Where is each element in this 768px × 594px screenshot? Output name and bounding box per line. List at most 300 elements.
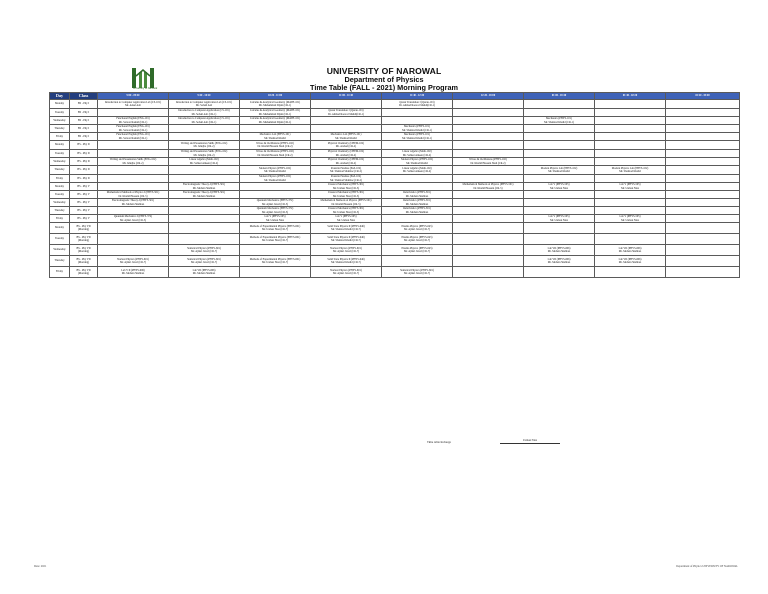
- table-row: [50, 267, 740, 278]
- instructor-name: Mr. Arshad (CR-2): [335, 153, 357, 157]
- instructor-name: Mr. Sabkat Ameen (CR-2): [402, 170, 432, 173]
- course-name: Statistical Physics (PHYS-601): [187, 246, 221, 250]
- slot-cell: [169, 109, 240, 117]
- slot-cell: [98, 215, 169, 223]
- instructor-name: Dr. Khalid Hussain Shah (CR-2): [257, 145, 293, 148]
- day-cell: Thursday: [50, 207, 70, 215]
- course-name: Relativistics (PHYS-501): [403, 191, 431, 194]
- slot-cell: [524, 175, 595, 183]
- timetable-body: [50, 100, 740, 278]
- slot-cell: [98, 223, 169, 234]
- instructor-name: Mr. Usman Niaz (CR-7): [261, 261, 289, 264]
- slot-cell: [240, 158, 311, 166]
- course-name: Electromagnetic Theory-I (PHYS-501): [182, 183, 226, 186]
- slot-cell: [98, 191, 169, 199]
- class-cell: [70, 117, 98, 125]
- table-row: [50, 199, 740, 207]
- slot-cell: [311, 191, 382, 199]
- course-name: Statistical Physics (PHYS-601): [187, 257, 221, 261]
- slot-cell: [453, 117, 524, 125]
- instructor-name: Mr. Mohsin Shahbaz: [618, 261, 642, 264]
- slot-cell: [311, 175, 382, 183]
- course-name: Plasma Physics (PHYS-645): [401, 246, 433, 250]
- table-row: [50, 223, 740, 234]
- instructor-name: Mr. Shahzad Khalid: [619, 170, 641, 173]
- class-label: BS - Phy V: [77, 184, 90, 188]
- course-name: Functional English (ENG-101): [116, 117, 150, 120]
- slot-cell: [595, 100, 666, 109]
- slot-cell: [98, 150, 169, 158]
- slot-cell: [240, 215, 311, 223]
- class-label: BS - Phy I: [77, 118, 90, 122]
- instructor-name: Mr. Usman Niaz: [550, 218, 568, 222]
- course-name: Lab VII (PHYS-606): [618, 257, 642, 261]
- course-name: Solid State Physics II (PHYS-646): [327, 257, 365, 261]
- slot-cell: [98, 199, 169, 207]
- course-name: Potential Studies (PAS-102): [330, 175, 362, 178]
- slot-cell: [169, 183, 240, 191]
- instructor-name: Mr. Shahzad Khalid (CR-1): [402, 128, 432, 132]
- class-label: BS - Phy II: [77, 143, 90, 147]
- instructor-name: Mr. Mohsin Shahbaz: [547, 250, 571, 253]
- course-name: Quran Translation I (Quran-101): [328, 109, 364, 112]
- course-name: Solid State Physics II (PHYS-646): [327, 235, 365, 239]
- course-name: Calculus & Analytical Geometry (MATH-101): [249, 109, 301, 112]
- slot-cell: [666, 191, 740, 199]
- slot-header: 01:40 - 02:20: [595, 93, 666, 100]
- slot-cell: [311, 141, 382, 150]
- slot-header: 01:00 - 01:40: [524, 93, 595, 100]
- table-row: [50, 117, 740, 125]
- slot-cell: [666, 183, 740, 191]
- class-cell: [70, 166, 98, 175]
- instructor-name: Mr. Shahzad Khalid: [264, 136, 286, 140]
- instructor-name: Mr. Ajmal Javed (CR-7): [119, 261, 147, 264]
- course-name: Lab V II (PHYS-606): [121, 268, 145, 272]
- slot-cell: [595, 199, 666, 207]
- instructor-name: Mr. Usman Niaz (CR-7): [261, 239, 289, 242]
- day-cell: Monday: [50, 223, 70, 234]
- instructor-name: Mr. Shahzad Khalid (CR-7): [331, 261, 361, 264]
- slot-cell: [169, 125, 240, 133]
- slot-cell: [595, 267, 666, 278]
- slot-cell: [98, 158, 169, 166]
- course-name: Quantum Mechanics I (PHYS-372): [113, 215, 153, 218]
- slot-cell: [595, 245, 666, 256]
- table-row: [50, 191, 740, 199]
- instructor-name: Mr. Shahzad Khalid: [264, 178, 286, 182]
- slot-cell: [666, 150, 740, 158]
- table-row: [50, 234, 740, 245]
- class-cell: [70, 191, 98, 199]
- table-row: [50, 109, 740, 117]
- instructor-name: Mr. Mohsin Shahbaz: [405, 210, 429, 214]
- slot-cell: [453, 166, 524, 175]
- slot-header: 11:00 - 11:40: [311, 93, 382, 100]
- course-name: Lab V (PHYS-505): [548, 215, 570, 218]
- instructor-name: Dr. Khalid Hussain Shah (CR-2): [257, 153, 293, 157]
- slot-cell: [311, 166, 382, 175]
- slot-cell: [382, 256, 453, 267]
- course-name: Writing and Presentation Skills (ENG-102): [180, 150, 228, 153]
- class-label: BS - Phy II: [77, 159, 90, 163]
- day-cell: Wednesday: [50, 158, 70, 166]
- course-name: Linear Algebra (Math-102): [189, 158, 219, 161]
- day-cell: Monday: [50, 100, 70, 109]
- class-label: BS - Phy VII: [76, 268, 91, 272]
- instructor-name: Mr. Adeel Aslt: [125, 104, 141, 107]
- slot-cell: [311, 117, 382, 125]
- day-column-header: Day: [50, 93, 70, 100]
- course-name: Classical Mechanics (PHYS-301): [327, 207, 365, 210]
- instructor-name: Dr. Ahmad Raza ul Mehdi(CR-1): [328, 112, 364, 116]
- table-row: [50, 150, 740, 158]
- slot-cell: [311, 207, 382, 215]
- slot-cell: [169, 175, 240, 183]
- footer-right: Department of Physics UNIVERSITY OF NAROWAL: [676, 565, 738, 568]
- class-cell: [70, 234, 98, 245]
- class-cell: [70, 267, 98, 278]
- course-name: Writing and Presentation Skills (ENG-102): [109, 158, 157, 161]
- slot-cell: [240, 117, 311, 125]
- slot-cell: [666, 267, 740, 278]
- slot-header: 9:00 - 09:40: [98, 93, 169, 100]
- day-cell: Friday: [50, 175, 70, 183]
- class-label: (Morning): [77, 228, 90, 231]
- course-name: Potential Studies (PAS-102): [330, 166, 362, 170]
- slot-cell: [453, 100, 524, 109]
- course-name: Physical Chemistry (CHEM-102): [327, 150, 365, 153]
- instructor-name: Mr. Mohsin Shahbaz: [405, 194, 429, 198]
- table-row: [50, 245, 740, 256]
- slot-cell: [524, 245, 595, 256]
- instructor-name: Mr. Mohsin Shahbaz: [192, 272, 216, 275]
- slot-header: 12:20 - 01:00: [453, 93, 524, 100]
- table-row: [50, 175, 740, 183]
- slot-cell: [524, 117, 595, 125]
- instructor-name: Mr. Sohail Aslt (CR-1): [191, 112, 217, 116]
- instructor-name: Mr. Ajmal Javed (CR-7): [332, 272, 360, 275]
- slot-cell: [666, 223, 740, 234]
- instructor-name: Mr. Usman Niaz: [337, 218, 355, 222]
- slot-cell: [311, 158, 382, 166]
- course-name: Modern Physics (PHYS-102): [259, 166, 291, 170]
- class-label: BS - Phy I: [77, 102, 90, 106]
- class-label: (Morning): [77, 261, 90, 264]
- slot-cell: [169, 117, 240, 125]
- slot-cell: [382, 109, 453, 117]
- slot-cell: [311, 234, 382, 245]
- class-cell: [70, 175, 98, 183]
- class-label: (Morning): [77, 272, 90, 275]
- course-name: Relativistics (PHYS-501): [403, 207, 431, 210]
- course-name: Mathematical Methods of Physics I (PHYS-501): [106, 191, 160, 194]
- instructor-name: Mr. Usman Niaz (CR-7): [261, 228, 289, 231]
- course-name: Waves & Oscillations (PHYS-102): [469, 158, 507, 161]
- instructor-name: Mr. Ajmal Javed (CR-7): [403, 272, 431, 275]
- day-cell: Tuesday: [50, 109, 70, 117]
- course-name: Modern Physics (PHYS-102): [401, 158, 433, 161]
- slot-cell: [240, 191, 311, 199]
- slot-cell: [524, 256, 595, 267]
- slot-cell: [666, 100, 740, 109]
- slot-cell: [666, 109, 740, 117]
- slot-cell: [453, 125, 524, 133]
- instructor-name: Mr. Shahzad Shahbaz (CR-2): [330, 170, 362, 173]
- class-cell: [70, 141, 98, 150]
- day-cell: Tuesday: [50, 191, 70, 199]
- course-name: Nuclear Physics (PHYS-601): [330, 268, 362, 272]
- day-cell: Monday: [50, 183, 70, 191]
- class-label: (Morning): [77, 239, 90, 242]
- instructor-name: Mr. Arshad (CR-2): [335, 145, 357, 148]
- slot-cell: [311, 267, 382, 278]
- slot-cell: [240, 234, 311, 245]
- slot-cell: [98, 125, 169, 133]
- slot-cell: [666, 141, 740, 150]
- slot-cell: [382, 191, 453, 199]
- instructor-name: Mr. Ajmal Javed (CR-7): [190, 261, 218, 264]
- class-cell: [70, 223, 98, 234]
- instructor-name: Mr. Usman Niaz: [621, 218, 639, 222]
- course-name: Quran Translation I (Quran-101): [399, 100, 435, 104]
- day-cell: Monday: [50, 141, 70, 150]
- slot-cell: [666, 207, 740, 215]
- slot-cell: [382, 125, 453, 133]
- course-name: Classical Mechanics (PHYS-301): [327, 191, 365, 194]
- instructor-name: Mr. Ajmal Javed (CR-5): [261, 210, 289, 214]
- course-name: Classical Mechanics (PHYS-301): [327, 183, 365, 186]
- day-cell: Thursday: [50, 166, 70, 175]
- class-label: BS - Phy II: [77, 151, 90, 155]
- table-row: [50, 100, 740, 109]
- course-name: Mathematical Methods of Physics (PHYS-501): [320, 199, 372, 202]
- slot-cell: [453, 183, 524, 191]
- slot-cell: [311, 215, 382, 223]
- instructor-name: Mr. Shahzad Khalid: [264, 170, 286, 173]
- signature-label: Time table Incharge: [427, 440, 451, 444]
- slot-cell: [595, 175, 666, 183]
- slot-cell: [666, 215, 740, 223]
- slot-cell: [240, 183, 311, 191]
- instructor-name: Mr. Usman Niaz: [621, 186, 639, 190]
- slot-cell: [382, 199, 453, 207]
- slot-header: 9:40 - 10:20: [169, 93, 240, 100]
- slot-cell: [453, 158, 524, 166]
- slot-cell: [524, 158, 595, 166]
- slot-cell: [240, 223, 311, 234]
- class-label: (Morning): [77, 250, 90, 253]
- day-cell: Friday: [50, 267, 70, 278]
- instructor-name: Mr. Sohail Aslt: [195, 104, 213, 107]
- slot-cell: [524, 133, 595, 141]
- footer-left: Date: 2021: [34, 565, 47, 568]
- class-label: BS - Phy II: [77, 168, 90, 172]
- course-name: Waves & Oscillations (PHYS-102): [256, 150, 294, 153]
- slot-cell: [595, 117, 666, 125]
- slot-cell: [524, 207, 595, 215]
- slot-cell: [666, 175, 740, 183]
- slot-header: 10:20 - 11:00: [240, 93, 311, 100]
- course-name: Lab V (PHYS-505): [619, 215, 641, 218]
- slot-cell: [524, 100, 595, 109]
- instructor-name: Mr. Sohail Aslt (CR-1): [191, 120, 217, 124]
- slot-cell: [382, 133, 453, 141]
- slot-cell: [240, 166, 311, 175]
- course-name: Lab VII (PHYS-606): [192, 268, 216, 272]
- instructor-name: Mr. Ajmal Javed (CR-7): [332, 250, 360, 253]
- class-label: BS - Phy VII: [76, 257, 91, 261]
- course-name: Linear Algebra (Math-102): [402, 166, 432, 170]
- slot-cell: [524, 150, 595, 158]
- slot-cell: [98, 109, 169, 117]
- slot-cell: [453, 199, 524, 207]
- course-name: Introduction to Computer Application Lab (CS-101): [175, 100, 233, 104]
- course-name: Nuclear Physics (PHYS-601): [117, 257, 149, 261]
- slot-cell: [98, 207, 169, 215]
- logo-caption: University of Narowal: [132, 87, 158, 90]
- course-name: Electromagnetic Theory-I (PHYS-501): [182, 191, 226, 194]
- slot-cell: [382, 175, 453, 183]
- slot-cell: [453, 245, 524, 256]
- slot-cell: [524, 166, 595, 175]
- slot-cell: [169, 150, 240, 158]
- table-row: [50, 207, 740, 215]
- instructor-name: Mr. Jahnjbe (CR-2): [193, 153, 215, 157]
- slot-cell: [453, 133, 524, 141]
- course-name: Mechanics (PHYS-101): [546, 117, 572, 120]
- timetable-title: Time Table (FALL - 2021) Morning Program: [310, 83, 458, 92]
- class-cell: [70, 133, 98, 141]
- timetable-header-row: [50, 93, 740, 100]
- slot-cell: [311, 223, 382, 234]
- slot-cell: [98, 141, 169, 150]
- slot-cell: [453, 234, 524, 245]
- slot-cell: [169, 256, 240, 267]
- slot-cell: [240, 150, 311, 158]
- instructor-name: Mr. Shahzad Khalid: [406, 161, 428, 165]
- slot-cell: [666, 158, 740, 166]
- slot-cell: [595, 183, 666, 191]
- slot-cell: [240, 199, 311, 207]
- slot-cell: [382, 207, 453, 215]
- slot-cell: [595, 207, 666, 215]
- slot-cell: [453, 175, 524, 183]
- course-name: Mechanics (PHYS-101): [404, 133, 430, 136]
- slot-cell: [240, 267, 311, 278]
- course-name: Methods of Experimental Physics (PHYS-601): [249, 257, 301, 261]
- instructor-name: Mr. Shahzad Khalid (CR-7): [331, 228, 361, 231]
- slot-cell: [524, 109, 595, 117]
- day-cell: Thursday: [50, 125, 70, 133]
- slot-cell: [240, 109, 311, 117]
- class-label: BS - Phy VII: [76, 224, 91, 228]
- slot-cell: [169, 191, 240, 199]
- instructor-name: Mr. Usman Niaz: [550, 186, 568, 190]
- instructor-name: Mr. Shahzad Khalid: [548, 170, 570, 173]
- instructor-name: Mr. Shahzad Khalid (CR-1): [402, 136, 432, 140]
- slot-cell: [595, 141, 666, 150]
- slot-cell: [666, 234, 740, 245]
- slot-cell: [311, 133, 382, 141]
- slot-cell: [595, 223, 666, 234]
- day-cell: Thursday: [50, 256, 70, 267]
- slot-cell: [453, 267, 524, 278]
- slot-cell: [453, 109, 524, 117]
- instructor-name: Dr. Khalid Hussain (CR-5): [473, 186, 503, 190]
- instructor-name: Mr. Jahnjbe (CR-2): [122, 161, 144, 165]
- course-name: Lab V (PHYS-505): [264, 215, 286, 218]
- slot-cell: [240, 256, 311, 267]
- table-row: [50, 256, 740, 267]
- course-name: Lab VII (PHYS-606): [547, 257, 571, 261]
- slot-cell: [595, 256, 666, 267]
- slot-cell: [666, 125, 740, 133]
- class-cell: [70, 199, 98, 207]
- instructor-name: Mr. Arshad (CR-2): [335, 161, 357, 165]
- slot-cell: [98, 175, 169, 183]
- class-cell: [70, 100, 98, 109]
- slot-cell: [453, 141, 524, 150]
- class-cell: [70, 215, 98, 223]
- course-name: Writing and Presentation Skills (ENG-102): [180, 141, 228, 145]
- class-label: BS - Phy V: [77, 192, 90, 196]
- table-row: [50, 158, 740, 166]
- slot-cell: [595, 234, 666, 245]
- slot-cell: [453, 207, 524, 215]
- instructor-name: Mr. Sarwar Rashid (CR-1): [118, 128, 148, 132]
- instructor-name: Mr. Ajmal Javed (CR-5): [119, 218, 147, 222]
- slot-cell: [169, 100, 240, 109]
- slot-cell: [382, 267, 453, 278]
- slot-cell: [169, 245, 240, 256]
- course-name: Methods of Experimental Physics (PHYS-601): [249, 224, 301, 228]
- slot-cell: [98, 166, 169, 175]
- slot-cell: [382, 183, 453, 191]
- course-name: Calculus & Analytical Geometry (MATH-101): [249, 100, 301, 104]
- slot-cell: [240, 141, 311, 150]
- course-name: Calculus & Analytical Geometry (MATH-101): [249, 117, 301, 120]
- slot-cell: [524, 199, 595, 207]
- slot-cell: [666, 166, 740, 175]
- course-name: Modern Physics (PHYS-102): [259, 175, 291, 178]
- timetable: [49, 92, 740, 278]
- course-name: Plasma Physics (PHYS-645): [401, 224, 433, 228]
- instructor-name: Mr. Ajmal Javed (CR-7): [403, 228, 431, 231]
- slot-cell: [311, 256, 382, 267]
- slot-cell: [240, 207, 311, 215]
- class-label: BS - Phy V: [77, 200, 90, 204]
- slot-cell: [240, 125, 311, 133]
- slot-cell: [453, 256, 524, 267]
- course-name: Nuclear Physics (PHYS-601): [330, 246, 362, 250]
- class-cell: [70, 158, 98, 166]
- course-name: Mechanics Lab (PHYS-101): [259, 133, 291, 136]
- slot-cell: [240, 245, 311, 256]
- slot-cell: [98, 133, 169, 141]
- slot-cell: [382, 215, 453, 223]
- instructor-name: Mr. Ajmal Javed (CR-7): [403, 239, 431, 242]
- instructor-name: Mr. Usman Niaz (CR-5): [332, 186, 360, 190]
- course-name: Physical Chemistry (CHEM-102): [327, 158, 365, 161]
- class-cell: [70, 125, 98, 133]
- table-row: [50, 133, 740, 141]
- day-cell: Tuesday: [50, 234, 70, 245]
- slot-cell: [382, 141, 453, 150]
- slot-cell: [595, 150, 666, 158]
- class-cell: [70, 207, 98, 215]
- class-cell: [70, 245, 98, 256]
